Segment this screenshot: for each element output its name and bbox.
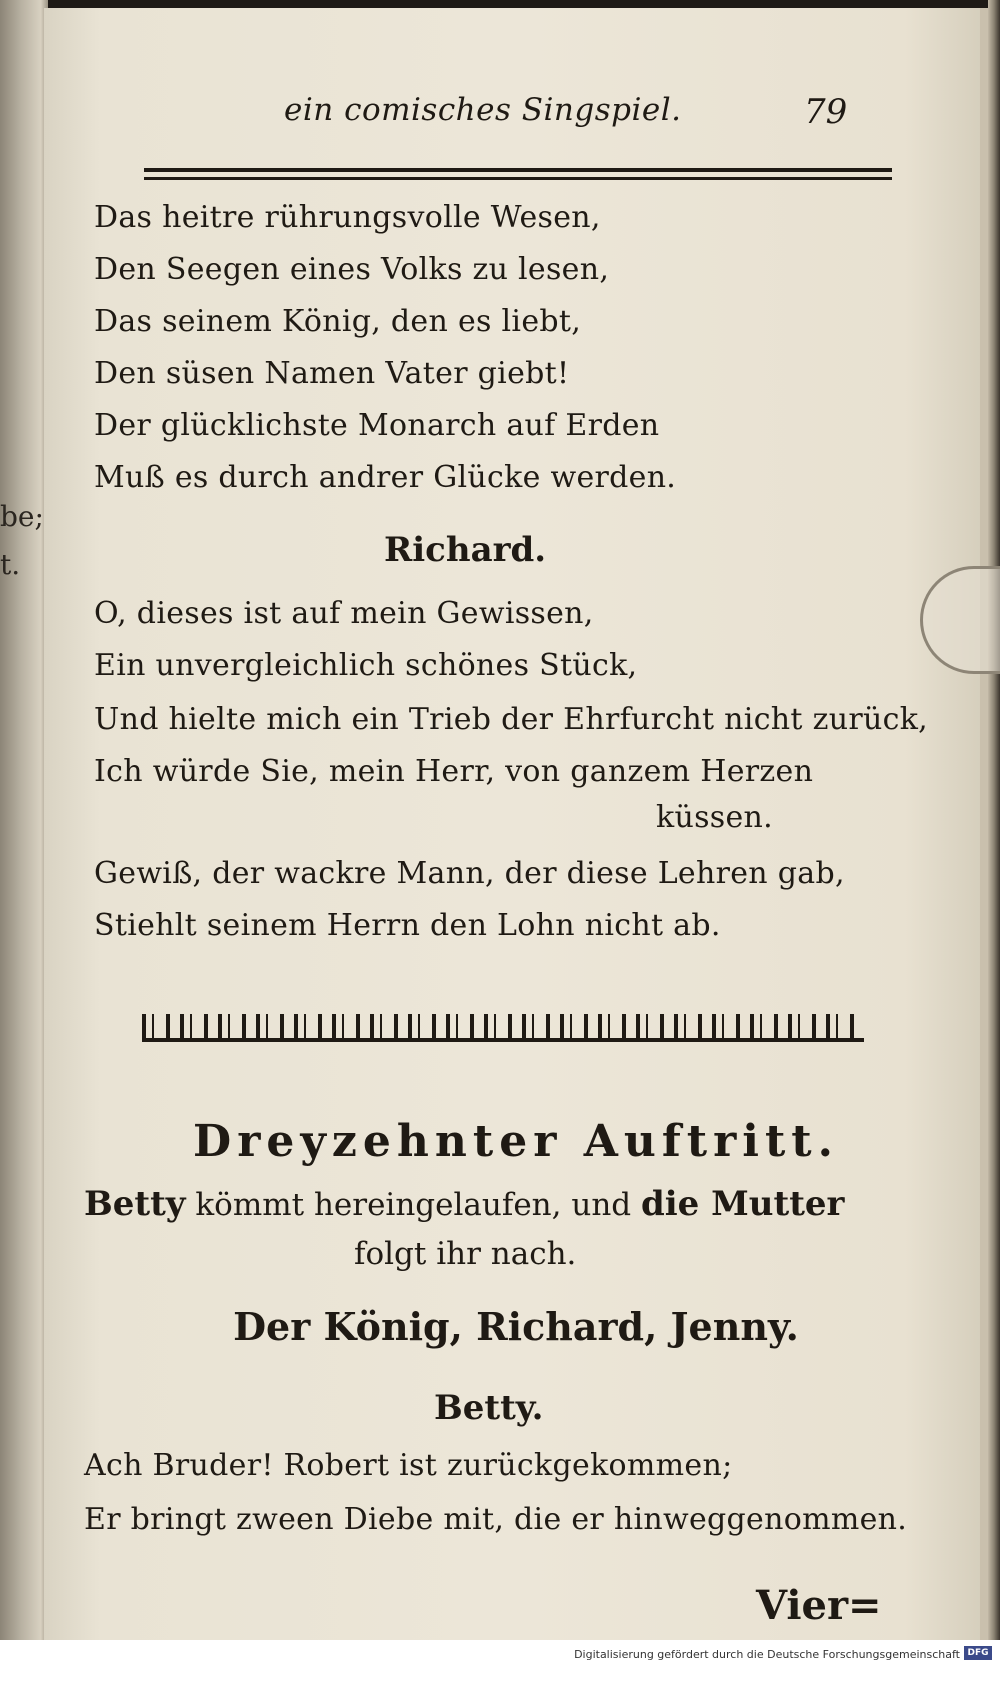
- verse-line: Der glücklichste Monarch auf Erden: [94, 408, 660, 443]
- verse-line: Stiehlt seinem Herrn den Lohn nicht ab.: [94, 908, 721, 943]
- verse-line: Das heitre rührungsvolle Wesen,: [94, 200, 601, 235]
- running-head: ein comisches Singspiel.: [284, 92, 682, 128]
- verse-line: Gewiß, der wackre Mann, der diese Lehren gab,: [94, 856, 845, 891]
- dramatis-personae: Der König, Richard, Jenny.: [233, 1304, 799, 1349]
- catchword: Vier=: [756, 1582, 882, 1629]
- stage-direction-continuation: folgt ihr nach.: [354, 1236, 577, 1272]
- stage-direction-text: kömmt hereingelaufen, und: [185, 1187, 641, 1223]
- left-page-fragment: t.: [0, 548, 21, 581]
- ornament-divider: [142, 1014, 864, 1042]
- verse-line: Ein unvergleichlich schönes Stück,: [94, 648, 638, 683]
- verse-line: Er bringt zween Diebe mit, die er hinweggenommen.: [84, 1502, 908, 1537]
- verse-line: Und hielte mich ein Trieb der Ehrfurcht nicht zurück,: [94, 702, 929, 737]
- dfg-logo-icon: DFG: [964, 1646, 992, 1660]
- footer-credit: Digitalisierung gefördert durch die Deutsche Forschungsgemeinschaft: [574, 1648, 960, 1661]
- character-name: die Mutter: [640, 1184, 845, 1224]
- scene-title: Dreyzehnter Auftritt.: [193, 1116, 839, 1167]
- left-page-edge: [0, 0, 48, 1640]
- book-page: [44, 8, 988, 1640]
- page-edge-shadow: [988, 0, 1000, 1640]
- page-number: 79: [804, 92, 848, 132]
- speaker-name: Richard.: [384, 530, 547, 570]
- left-page-fragment: be;: [0, 500, 44, 533]
- verse-line: Den Seegen eines Volks zu lesen,: [94, 252, 610, 287]
- footer-bar: [0, 1640, 1000, 1684]
- verse-line: Den süsen Namen Vater giebt!: [94, 356, 570, 391]
- header-rule: [144, 168, 892, 180]
- speaker-name: Betty.: [434, 1388, 544, 1428]
- verse-line: küssen.: [656, 800, 774, 835]
- verse-line: Muß es durch andrer Glücke werden.: [94, 460, 677, 495]
- verse-line: Ach Bruder! Robert ist zurückgekommen;: [84, 1448, 733, 1483]
- verse-line: Das seinem König, den es liebt,: [94, 304, 582, 339]
- character-name: Betty: [84, 1184, 186, 1224]
- stage-direction: [84, 1184, 844, 1224]
- verse-line: Ich würde Sie, mein Herr, von ganzem Herzen: [94, 754, 814, 789]
- verse-line: O, dieses ist auf mein Gewissen,: [94, 596, 594, 631]
